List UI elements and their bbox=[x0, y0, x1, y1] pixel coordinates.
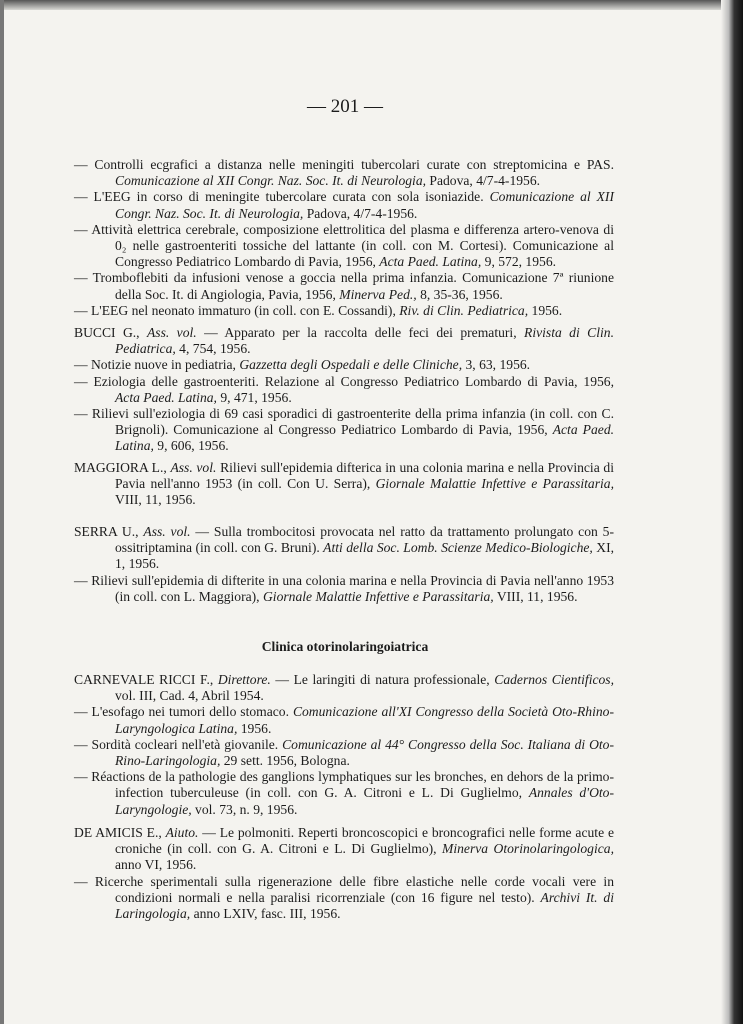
bibliography-entry bbox=[74, 769, 614, 818]
citation-text: VIII, 11, 1956. bbox=[115, 492, 196, 508]
citation-source: Gazzetta degli Ospedali e delle Cliniche, bbox=[239, 357, 463, 373]
scan-edge-right bbox=[721, 0, 743, 1024]
citation-text: 3, 63, 1956. bbox=[462, 357, 531, 373]
citation-text: 29 sett. 1956, Bologna. bbox=[220, 753, 350, 769]
scan-edge-left bbox=[0, 0, 4, 1024]
citation-text: — Notizie nuove in pediatria, bbox=[74, 357, 240, 373]
bibliography-entry bbox=[74, 357, 614, 373]
citation-text: 1956. bbox=[528, 302, 563, 318]
citation-text: Padova, 4/7-4-1956. bbox=[426, 173, 541, 189]
citation-text: CARNEVALE RICCI F., bbox=[74, 672, 218, 687]
bibliography-entry bbox=[74, 303, 614, 319]
bibliography-entry bbox=[74, 672, 614, 704]
bibliography-entry bbox=[74, 406, 614, 455]
citation-text: — Ricerche sperimentali sulla rigenerazione delle fibre elastiche nelle corde vocali vere in condizioni normali e nella paralisi ricorrenziale (con 16 figure nel testo). bbox=[74, 873, 614, 905]
citation-source: Giornale Malattie Infettive e Parassitaria, bbox=[375, 476, 614, 492]
bibliography-entry bbox=[74, 874, 614, 923]
bibliography-entry bbox=[74, 737, 614, 769]
citation-source: Comunicazione all'XI Congresso della Società Oto-Rhino-Laryngologica Latina, bbox=[115, 704, 615, 736]
citation-text: — L'EEG in corso di meningite tubercolare curata con sola isoniazide. bbox=[74, 189, 490, 205]
citation-text: 9, 606, 1956. bbox=[153, 438, 229, 454]
scan-edge-top bbox=[0, 0, 743, 10]
bibliography-entry bbox=[74, 325, 614, 357]
citation-text: 9, 471, 1956. bbox=[216, 389, 292, 405]
bibliography-group-maggiora bbox=[74, 460, 614, 509]
citation-text: — Controlli ecgrafici a distanza nelle meningiti tubercolari curate con streptomicina e PAS. bbox=[74, 157, 614, 172]
bibliography-group bbox=[74, 157, 614, 319]
citation-text: 1956. bbox=[237, 720, 272, 736]
citation-text: anno VI, 1956. bbox=[115, 857, 197, 873]
citation-source: Giornale Malattie Infettive e Parassitaria, bbox=[262, 588, 494, 604]
bibliography-group-de-amicis bbox=[74, 825, 614, 922]
bibliography-entry bbox=[74, 460, 614, 509]
bibliography-group-bucci bbox=[74, 325, 614, 455]
bibliography-group-serra bbox=[74, 524, 614, 605]
citation-text: — Le polmoniti. Reperti broncoscopici e broncografici nelle forme acute e croniche (in coll. con G. A. Citroni e L. Di Guglielmo), bbox=[115, 825, 614, 857]
citation-text: SERRA U., bbox=[74, 524, 144, 539]
citation-text: BUCCI G., bbox=[74, 325, 147, 340]
citation-source: Comunicazione al XII Congr. Naz. Soc. It. di Neurologia, bbox=[115, 189, 614, 221]
citation-text: VIII, 11, 1956. bbox=[493, 588, 578, 604]
citation-source: Minerva Ped., bbox=[339, 286, 417, 302]
citation-source: Ass. vol. bbox=[143, 524, 191, 539]
citation-source: Acta Paed. Latina, bbox=[115, 422, 615, 454]
citation-text: MAGGIORA L., bbox=[74, 460, 171, 475]
citation-text: DE AMICIS E., bbox=[74, 825, 166, 840]
citation-text: 9, 572, 1956. bbox=[481, 254, 557, 270]
citation-text: Rilievi sull'epidemia difterica in una colonia marina e nella Provincia di Pavia nell'anno 1953 (in coll. Con U. Serra), bbox=[115, 460, 614, 492]
bibliography-entry bbox=[74, 524, 614, 573]
citation-text: — Attività elettrica cerebrale, composizione elettrolitica del plasma e differenza artero-venova di 0₂ nelle gastroenteriti tossiche del lattante (in coll. con M. Cortesi). Comunicazione al Congresso Pediatrico Lombardo di Pavia, 1956, bbox=[74, 221, 614, 270]
citation-text: — Sordità cocleari nell'età giovanile. bbox=[74, 736, 283, 752]
bibliography-entry bbox=[74, 374, 614, 406]
citation-text: — L'EEG nel neonato immaturo (in coll. con E. Cossandi), bbox=[74, 302, 400, 318]
citation-text: — Réactions de la pathologie des ganglions lymphatiques sur les bronches, en dehors de la primo-infection tuberculeuse (in coll. con G. A. Citroni e L. Di Guglielmo, bbox=[74, 769, 614, 801]
citation-source: Comunicazione al XII Congr. Naz. Soc. It. di Neurologia, bbox=[115, 173, 427, 189]
bibliography-entry bbox=[74, 189, 614, 221]
bibliography-entry bbox=[74, 573, 614, 605]
citation-text: — Sulla trombocitosi provocata nel ratto da trattamento prolungato con 5-ossitriptamina (in coll. con G. Bruni). bbox=[115, 524, 614, 556]
citation-source: Atti della Soc. Lomb. Scienze Medico-Biologiche, bbox=[323, 540, 593, 556]
citation-text: 8, 35-36, 1956. bbox=[416, 286, 503, 302]
bibliography-entry bbox=[74, 222, 614, 271]
citation-text: — Tromboflebiti da infusioni venose a goccia nella prima infanzia. Comunicazione 7ª riunione della Soc. It. di Angiologia, Pavia, 1956, bbox=[74, 270, 614, 302]
bibliography-entry bbox=[74, 270, 614, 302]
citation-text: — Eziologia delle gastroenteriti. Relazione al Congresso Pediatrico Lombardo di Pavia, 1956, bbox=[74, 373, 614, 389]
section-heading: Clinica otorinolaringoiatrica bbox=[261, 639, 429, 654]
citation-text: Padova, 4/7-4-1956. bbox=[303, 205, 418, 221]
citation-text: vol. 73, n. 9, 1956. bbox=[191, 801, 298, 817]
citation-source: Direttore. bbox=[217, 672, 271, 687]
citation-source: Ass. vol. bbox=[146, 325, 197, 340]
citation-text: XI, 1, 1956. bbox=[115, 540, 614, 572]
citation-source: Acta Paed. Latina, bbox=[115, 389, 217, 405]
bibliography-entry bbox=[74, 825, 614, 874]
citation-text: 4, 754, 1956. bbox=[175, 341, 251, 357]
citation-text: anno LXIV, fasc. III, 1956. bbox=[190, 906, 341, 922]
bibliography-entry bbox=[74, 704, 614, 736]
citation-text: — Rilievi sull'eziologia di 69 casi sporadici di gastroenterite della prima infanzia (in coll. con C. Brignoli). Comunicazione al Congresso Pediatrico Lombardo di Pavia, 1956, bbox=[74, 406, 614, 438]
citation-source: Annales d'Oto-Laryngologie, bbox=[115, 785, 614, 817]
citation-source: Archivi It. di Laringologia, bbox=[115, 889, 614, 922]
citation-text: — Apparato per la raccolta delle feci dei prematuri, bbox=[196, 325, 525, 340]
citation-text: vol. III, Cad. 4, Abril 1954. bbox=[115, 688, 264, 704]
citation-source: Riv. di Clin. Pediatrica, bbox=[399, 302, 529, 318]
bibliography-entry bbox=[74, 157, 614, 189]
citation-source: Aiuto. bbox=[165, 825, 199, 840]
citation-text: — Le laringiti di natura professionale, bbox=[270, 672, 495, 687]
citation-source: Comunicazione al 44° Congresso della Soc. Italiana di Oto-Rino-Laringologia, bbox=[115, 736, 614, 769]
citation-source: Cadernos Cientificos, bbox=[494, 672, 614, 687]
citation-source: Minerva Otorinolaringologica, bbox=[442, 841, 614, 857]
citation-source: Acta Paed. Latina, bbox=[379, 254, 482, 270]
citation-text: — L'esofago nei tumori dello stomaco. bbox=[74, 704, 293, 720]
bibliography-group-carnevale-ricci bbox=[74, 672, 614, 818]
citation-source: Rivista di Clin. Pediatrica, bbox=[115, 325, 614, 357]
citation-source: Ass. vol. bbox=[170, 460, 217, 475]
citation-text: — Rilievi sull'epidemia di difterite in una colonia marina e nella Provincia di Pavia nell'anno 1953 (in coll. con L. Maggiora), bbox=[74, 572, 614, 604]
page-number: — 201 — bbox=[307, 96, 383, 117]
